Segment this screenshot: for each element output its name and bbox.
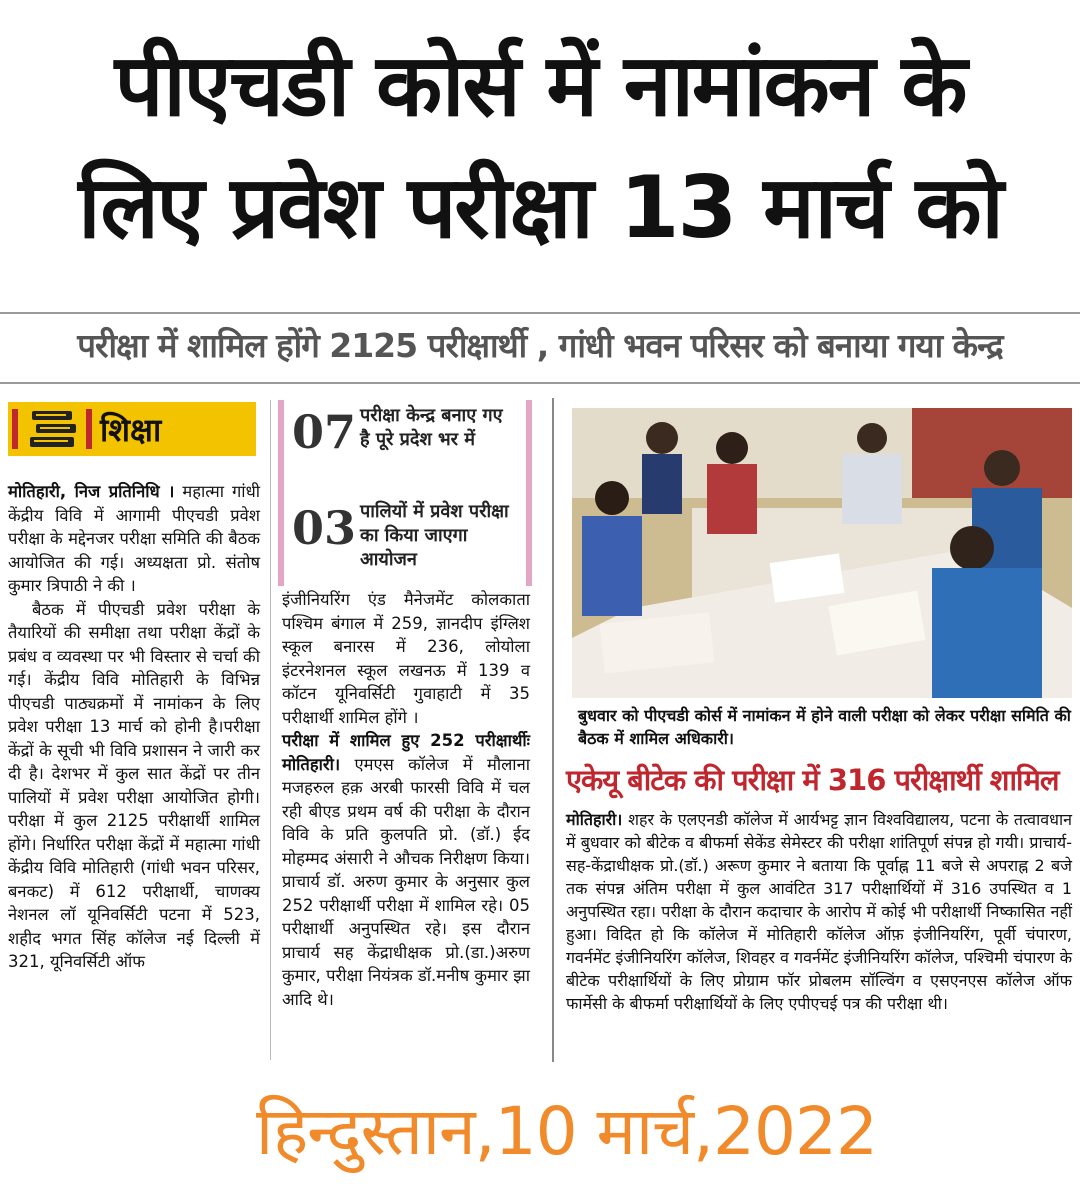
subheadline: परीक्षा में शामिल होंगे 2125 परीक्षार्थी , गांधी भवन परिसर को बनाया गया केन्द्र — [77, 326, 1003, 365]
highlight-item — [292, 500, 510, 572]
highlight-border-left — [278, 400, 284, 586]
dateline: मोतिहारी, निज प्रतिनिधि । — [8, 482, 175, 501]
headline-line-2: लिए प्रवेश परीक्षा 13 मार्च को — [78, 158, 1002, 258]
section-tag — [8, 402, 256, 456]
article-column-1 — [8, 480, 260, 974]
second-story-dateline: मोतिहारी। — [566, 810, 623, 829]
second-story-text: शहर के एलएनडी कॉलेज में आर्यभट्ट ज्ञान विश्वविद्यालय, पटना के तत्वावधान में बुधवार को बीटेक व बीफर्मा सेकेंड सेमेस्टर की परीक्षा शांतिपूर्ण संपन्न हो गयी। प्राचार्य-सह-केंद्राधीक्षक प्रो.(डॉ.) अरूण कुमार ने बताया कि पूर्वाह्न 11 बजे से अपराह्न 2 बजे तक संपन्न अंतिम परीक्षा में कुल आवंटित 317 परीक्षार्थियों में 316 उपस्थित व 1 अनुपस्थित रहा। परीक्षा के दौरान कदाचार के आरोप में कोई भी परीक्षार्थी निष्कासित नहीं हुआ। विदित हो कि कॉलेज में मोतिहारी कॉलेज ऑफ़ इंजीनियरिंग, पूर्वी चंपारण, गवर्नमेंट इंजीनियरिंग कॉलेज, शिवहर व गवर्नमेंट इंजीनियरिंग कॉलेज, पश्चिमी चंपारण के बीटेक परीक्षार्थियों के लिए प्रोग्राम फॉर प्रोबलम सॉल्विंग व एसएनएस कॉलेज ऑफ फार्मेसी के बीफर्मा परीक्षार्थियों के लिए एपीएचई पत्र की परीक्षा थी। — [566, 810, 1072, 1013]
sub-heading: परीक्षा में शामिल हुए 252 परीक्षार्थीः — [282, 731, 530, 750]
highlight-number: 03 — [292, 501, 357, 555]
highlight-item — [292, 404, 510, 460]
highlight-number: 07 — [292, 405, 357, 459]
sub-dateline: मोतिहारी। — [282, 754, 341, 774]
photo-caption: बुधवार को पीएचडी कोर्स में नामांकन में होने वाली परीक्षा को लेकर परीक्षा समिति की बैठक में शामिल अधिकारी। — [578, 706, 1071, 748]
top-rule — [0, 312, 1080, 314]
meeting-photo — [572, 408, 1072, 698]
article-column-2 — [282, 588, 530, 1011]
bottom-rule — [0, 382, 1080, 384]
headline-line-1: पीएचडी कोर्स में नामांकन के — [114, 36, 966, 136]
second-story-headline: एकेयू बीटेक की परीक्षा में 316 परीक्षार्थी शामिल — [566, 763, 1059, 797]
highlight-text: पालियों में प्रवेश परीक्षा का किया जाएगा आयोजन — [360, 501, 509, 570]
source-credit: हिन्दुस्तान,10 मार्च,2022 — [256, 1093, 877, 1170]
second-story-body — [566, 808, 1072, 1015]
highlight-border-right — [526, 400, 532, 586]
article-paragraph-2: बैठक में पीएचडी प्रवेश परीक्षा के तैयारियों की समीक्षा तथा परीक्षा केंद्रों के प्रबंध व व्यवस्था पर भी विस्तार से चर्चा की गई। केंद्रीय विवि मोतिहारी के विभिन्न पीएचडी पाठ्यक्रमों में नामांकन के लिए प्रवेश परीक्षा 13 मार्च को होनी है।परीक्षा केंद्रों के सूची भी विवि प्रशासन ने जारी कर दी है। देशभर में कुल सात केंद्रों पर तीन पालियों में प्रवेश परीक्षा आयोजित होगी। परीक्षा में कुल 2125 परीक्षार्थी शामिल होंगे। निर्धारित परीक्षा केंद्रों में महात्मा गांधी केंद्रीय विवि मोतिहारी (गांधी भवन परिसर, बनकट) में 612 परीक्षार्थी, चाणक्य नेशनल लॉ यूनिवर्सिटी पटना में 523, शहीद भगत सिंह कॉलेज नई दिल्ली में 321, यूनिवर्सिटी ऑफ — [8, 599, 260, 971]
article-paragraph-4: एमएस कॉलेज में मौलाना मजहरुल हक़ अरबी फारसी विवि में चल रही बीएड प्रथम वर्ष की परीक्षा के दौरान विवि के प्रति कुलपति प्रो. (डॉ.) ईद मोहम्मद अंसारी ने औचक निरीक्षण किया।प्राचार्य डॉ. अरुण कुमार के अनुसार कुल 252 परीक्षार्थी परीक्षा में शामिल रहे। 05 परीक्षार्थी अनुपस्थित रहे। इस दौरान प्राचार्य सह केंद्राधीक्षक प्रो.(डा.)अरुण कुमार, परीक्षा नियंत्रक डॉ.मनीष कुमार झा आदि थे। — [282, 754, 530, 1009]
highlight-text: परीक्षा केन्द्र बनाए गए है पूरे प्रदेश भर में — [360, 405, 503, 450]
tag-accent-bar — [12, 409, 18, 449]
tag-accent-bar-2 — [86, 409, 92, 449]
section-label: शिक्षा — [100, 410, 162, 449]
column-divider — [270, 400, 271, 1060]
article-paragraph-1: महात्मा गांधी केंद्रीय विवि में आगामी पीएचडी प्रवेश परीक्षा के मद्देनजर परीक्षा समिति की बैठक आयोजित की गई। अध्यक्षता प्रो. संतोष कुमार त्रिपाठी ने की । — [8, 482, 260, 595]
highlight-box — [278, 400, 532, 586]
column-divider-2 — [552, 398, 554, 1062]
article-paragraph-3: इंजीनियरिंग एंड मैनेजमेंट कोलकाता पश्चिम बंगाल में 259, ज्ञानदीप इंग्लिश स्कूल बनारस में 236, लोयोला इंटरनेशनल स्कूल लखनऊ में 139 व कॉटन यूनिवर्सिटी गुवाहाटी में 35 परीक्षार्थी शामिल होंगे । — [282, 590, 530, 727]
books-icon — [28, 407, 80, 451]
